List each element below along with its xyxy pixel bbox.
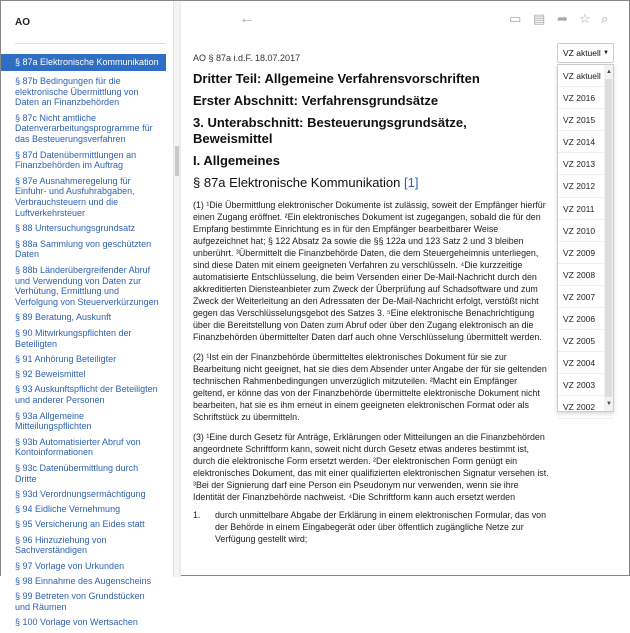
version-option[interactable]: VZ 2015 [558,109,613,131]
version-option[interactable]: VZ 2005 [558,330,613,352]
heading-section-group: I. Allgemeines [193,153,280,168]
heading-chapter: Erster Abschnitt: Verfahrensgrundsätze [193,93,439,108]
toc-item[interactable]: § 96 Hinzuziehung von Sachverständigen [15,534,107,556]
version-option[interactable]: VZ aktuell [558,65,613,87]
toc-item[interactable]: § 93d Verordnungsermächtigung [15,488,146,499]
section-title: § 87a Elektronische Kommunikation [1] [193,175,419,190]
toc-item[interactable]: § 97 Vorlage von Urkunden [15,560,125,571]
document [193,71,549,545]
toc-item[interactable]: § 87a Elektronische Kommunikation [1,54,166,71]
chevron-up-icon[interactable]: ▲ [606,69,612,75]
toc-item[interactable]: § 89 Beratung, Auskunft [15,312,112,323]
toc-item[interactable]: § 88 Untersuchungsgrundsatz [15,223,136,234]
toc-item[interactable]: § 93b Automatisierter Abruf von Kontoinformationen [15,436,141,458]
law-title: AO [15,17,30,28]
version-option[interactable]: VZ 2012 [558,175,613,197]
toc-item[interactable]: § 90 Mitwirkungspflichten der Beteiligten [15,327,132,349]
version-option[interactable]: VZ 2016 [558,87,613,109]
toc-item[interactable]: § 88a Sammlung von geschützten Daten [15,238,152,260]
table-of-contents [1,54,166,633]
version-option[interactable]: VZ 2009 [558,242,613,264]
version-option[interactable]: VZ 2013 [558,153,613,175]
share-icon[interactable]: ➦ [557,11,568,26]
toc-item[interactable]: § 93a Allgemeine Mitteilungspflichten [15,410,92,432]
toc-item[interactable]: § 92 Beweismittel [15,369,86,380]
version-option[interactable]: VZ 2003 [558,374,613,396]
version-info: AO § 87a i.d.F. 18.07.2017 [193,53,301,63]
divider [15,43,166,44]
toc-item[interactable]: § 98 Einnahme des Augenscheins [15,576,152,587]
toc-item[interactable]: § 91 Anhörung Beteiligter [15,353,117,364]
version-select[interactable]: VZ aktuell ▼ [557,43,614,63]
toc-item[interactable]: § 87e Ausnahmeregelung für Einfuhr- und Ausfuhrabgaben, Verbrauchsteuern und die Luftverkehrsteuer [15,175,135,219]
version-option[interactable]: VZ 2006 [558,308,613,330]
paragraph-3: (3) ¹Eine durch Gesetz für Anträge, Erklärungen oder Mitteilungen an die Finanzbehörden angeordnete Schriftform kann, soweit nicht durch Gesetz etwas anderes bestimmt ist, durch die elektronische Form ersetzt werden. ²Der elektronischen Form genügt ein elektronisches Dokument, das mit einer qualifizierten elektronischen Signatur versehen ist. ³Bei der Signierung darf eine Person ein Pseudonym nur verwenden, wenn sie ihre Identität der Finanzbehörde nachweist. ⁴Die Schriftform kann auch ersetzt werden [193,432,549,502]
toc-item[interactable]: § 87c Nicht amtliche Datenverarbeitungsprogramme für das Besteuerungsverfahren [15,112,153,145]
sidebar [1,1,173,628]
paragraph-2: (2) ¹Ist ein der Finanzbehörde übermitteltes elektronisches Dokument für sie zur Bearbeitung nicht geeignet, hat sie dies dem Absender unter Angabe der für sie geltenden technischen Rahmenbedingungen unverzüglich mitzuteilen. ²Macht ein Empfänger geltend, er könne das von der Finanzbehörde übermittelte elektronische Dokument nicht bearbeiten, hat sie es ihm erneut in einem geeigneten elektronischen Format oder als Schriftstück zu übermitteln. [193,352,547,422]
footnote-link[interactable]: [1] [404,175,419,190]
version-option[interactable]: VZ 2002 [558,396,613,418]
toc-item[interactable]: § 95 Versicherung an Eides statt [15,519,145,530]
version-option[interactable]: VZ 2007 [558,286,613,308]
version-option[interactable]: VZ 2011 [558,198,613,220]
dropdown-scrollbar[interactable] [604,65,613,411]
star-icon[interactable]: ☆ [579,11,591,26]
paragraph-1: (1) ¹Die Übermittlung elektronischer Dokumente ist zulässig, soweit der Empfänger hierfür einen Zugang eröffnet. ²Ein elektronisches Dokument ist zugegangen, sobald die für den Empfang bestimmte Einrichtung es in für den Empfänger bearbeitbarer Weise aufgezeichnet hat; § 122 Absatz 2a sowie die §§ 122a und 123 Satz 2 und 3 bleiben unberührt. ³Übermittelt die Finanzbehörde Daten, die dem Steuergeheimnis unterliegen, sind diese Daten mit einem geeigneten Verfahren zu verschlüsseln. ⁴Die kurzzeitige automatisierte Entschlüsselung, die beim Versenden einer De-Mail-Nachricht durch den akkreditierten Diensteanbieter zum Zweck der Überprüfung auf Schadsoftware und zum Zweck der Weiterleitung an den Adressaten der De-Mail-Nachricht erfolgt, verstößt nicht gegen das Verschlüsselungsgebot des Satzes 3. ⁵Eine elektronische Benachrichtigung über die Bereitstellung von Daten zum Abruf oder über den Zugang elektronisch an die Finanzbehörden übermittelter Daten darf auch ohne Verschlüsselung übermittelt werden. [193,200,546,342]
heading-part: Dritter Teil: Allgemeine Verfahrensvorschriften [193,71,480,86]
toc-item[interactable]: § 94 Eidliche Vernehmung [15,504,121,515]
scrollbar-thumb[interactable] [605,79,612,397]
list-item: 1. durch unmittelbare Abgabe der Erklärung in einem elektronischen Formular, das von der Behörde in einem Eingabegerät oder über öffentlich zugängliche Netze zur Verfügung gestellt wird; [193,510,547,544]
toc-item[interactable]: § 88b Länderübergreifender Abruf und Verwendung von Daten zur Verhütung, Ermittlung und Verfolgung von Steuerverkürzungen [15,264,159,308]
toc-item[interactable]: § 93c Datenübermittlung durch Dritte [15,462,139,484]
version-option[interactable]: VZ 2010 [558,220,613,242]
toc-item[interactable]: § 99 Betreten von Grundstücken und Räumen [15,591,145,613]
back-arrow-icon[interactable]: ← [239,10,255,27]
caret-down-icon: ▼ [603,50,609,56]
version-option[interactable]: VZ 2008 [558,264,613,286]
toc-item[interactable]: § 93 Auskunftspflicht der Beteiligten und anderer Personen [15,384,158,406]
compare-icon[interactable]: ▭ [509,11,522,26]
toc-item[interactable]: § 87d Datenübermittlungen an Finanzbehörden im Auftrag [15,149,137,171]
chevron-down-icon[interactable]: ▼ [606,401,612,407]
toc-item[interactable]: § 100 Vorlage von Wertsachen [15,617,138,628]
version-option[interactable]: VZ 2004 [558,352,613,374]
print-icon[interactable]: ▤ [533,11,546,26]
toc-item[interactable]: § 87b Bedingungen für die elektronische Übermittlung von Daten an Finanzbehörden [15,75,139,108]
version-dropdown-list [557,64,614,412]
search-document-icon[interactable]: ⌕ [601,11,609,26]
version-option[interactable]: VZ 2014 [558,131,613,153]
heading-subchapter: 3. Unterabschnitt: Besteuerungsgrundsätze, Beweismittel [193,115,467,146]
